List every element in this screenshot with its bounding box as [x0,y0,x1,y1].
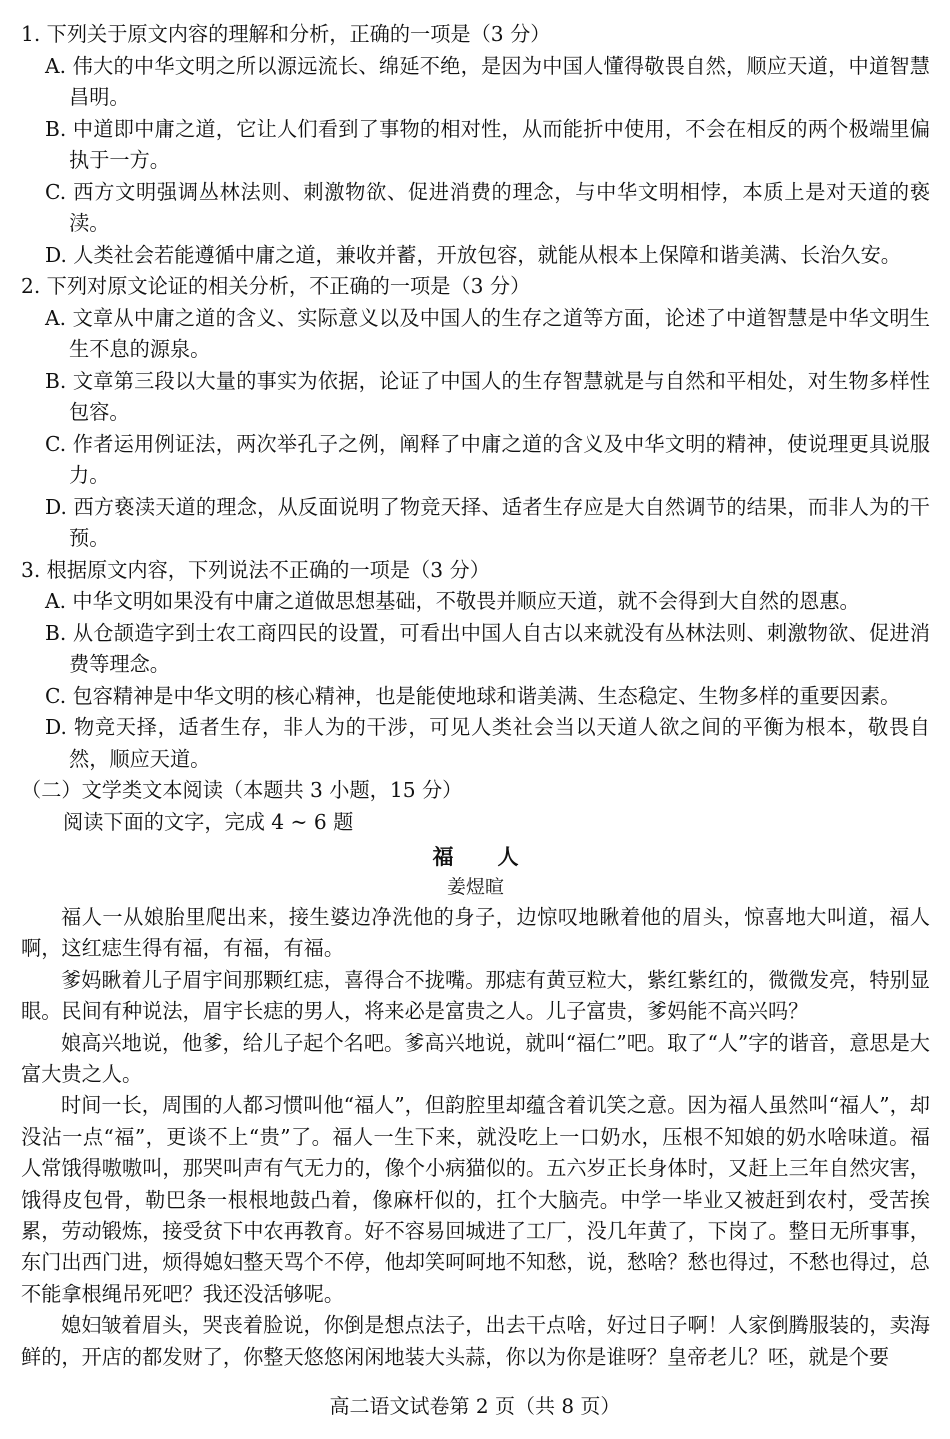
option-a: A. 文章从中庸之道的含义、实际意义以及中国人的生存之道等方面，论述了中道智慧是中华文明生生不息的源泉。 [45,305,930,361]
section-heading: （二）文学类文本阅读（本题共 3 小题，15 分） [21,778,463,802]
question-3 [21,555,930,776]
story-paragraph: 时间一长，周围的人都习惯叫他“福人”，但韵腔里却蕴含着讥笑之意。因为福人虽然叫“福人”，却没沾一点“福”，更谈不上“贵”了。福人一生下来，就没吃上一口奶水，压根不知娘的奶水啥味道。福人常饿得嗷嗷叫，那哭叫声有气无力的，像个小病猫似的。五六岁正长身体时，又赶上三年自然灾害，饿得皮包骨，勒巴条一根根地鼓凸着，像麻杆似的，扛个大脑壳。中学一毕业又被赶到农村，受苦挨累，劳动锻炼，接受贫下中农再教育。好不容易回城进了工厂，没几年黄了，下岗了。整日无所事事，东门出西门进，烦得媳妇整天骂个不停，他却笑呵呵地不知愁，说，愁啥？愁也得过，不愁也得过，总不能拿根绳吊死吧？我还没活够呢。 [21,1093,930,1306]
option-b: B. 中道即中庸之道，它让人们看到了事物的相对性，从而能折中使用，不会在相反的两个极端里偏执于一方。 [45,116,930,172]
option-c: C. 作者运用例证法，两次举孔子之例，阐释了中庸之道的含义及中华文明的精神，使说理更具说服力。 [45,431,930,487]
question-1 [21,19,930,271]
story-paragraph: 媳妇皱着眉头，哭丧着脸说，你倒是想点法子，出去干点啥，好过日子啊！人家倒腾服装的，卖海鲜的，开店的都发财了，你整天悠悠闲闲地装大头蒜，你以为你是谁呀？皇帝老儿？呸，就是个要 [21,1313,930,1369]
option-b: B. 从仓颉造字到士农工商四民的设置，可看出中国人自古以来就没有丛林法则、刺激物欲、促进消费等理念。 [45,620,930,676]
option-d: D. 人类社会若能遵循中庸之道，兼收并蓄，开放包容，就能从根本上保障和谐美满、长治久安。 [45,242,901,267]
option-a: A. 伟大的中华文明之所以源远流长、绵延不绝，是因为中国人懂得敬畏自然，顺应天道，中道智慧昌明。 [45,53,930,109]
story-author: 姜煜暄 [446,876,504,898]
option-a: A. 中华文明如果没有中庸之道做思想基础，不敬畏并顺应天道，就不会得到大自然的恩惠。 [45,589,860,613]
story [21,842,930,1373]
question-2 [21,271,930,555]
story-paragraph: 福人一从娘胎里爬出来，接生婆边净洗他的身子，边惊叹地瞅着他的眉头，惊喜地大叫道，福人啊，这红痣生得有福，有福，有福。 [21,905,930,961]
question-stem: 1. 下列关于原文内容的理解和分析，正确的一项是（3 分） [21,22,551,46]
story-paragraph: 娘高兴地说，他爹，给儿子起个名吧。爹高兴地说，就叫“福仁”吧。取了“人”字的谐音，意思是大富大贵之人。 [21,1030,930,1087]
section-instruction: 阅读下面的文字，完成 4 ~ 6 题 [63,809,354,834]
option-d: D. 西方亵渎天道的理念，从反面说明了物竞天择、适者生存应是大自然调节的结果，而非人为的干预。 [45,494,930,550]
option-c: C. 包容精神是中华文明的核心精神，也是能使地球和谐美满、生态稳定、生物多样的重要因素。 [45,683,901,708]
story-paragraph: 爹妈瞅着儿子眉宇间那颗红痣，喜得合不拢嘴。那痣有黄豆粒大，紫红紫红的，微微发亮，特别显眼。民间有种说法，眉宇长痣的男人，将来必是富贵之人。儿子富贵，爹妈能不高兴吗？ [21,967,930,1024]
page-footer: 高二语文试卷第 2 页（共 8 页） [329,1394,621,1418]
option-b: B. 文章第三段以大量的事实为依据，论证了中国人的生存智慧就是与自然和平相处，对生物多样性包容。 [45,368,930,424]
question-stem: 2. 下列对原文论证的相关分析，不正确的一项是（3 分） [21,274,531,298]
option-d: D. 物竞天择，适者生存，非人为的干涉，可见人类社会当以天道人欲之间的平衡为根本，敬畏自然，顺应天道。 [45,715,930,771]
question-stem: 3. 根据原文内容，下列说法不正确的一项是（3 分） [21,557,490,582]
story-title: 福人 [432,845,563,869]
option-c: C. 西方文明强调丛林法则、刺激物欲、促进消费的理念，与中华文明相悖，本质上是对天道的亵渎。 [45,179,930,235]
